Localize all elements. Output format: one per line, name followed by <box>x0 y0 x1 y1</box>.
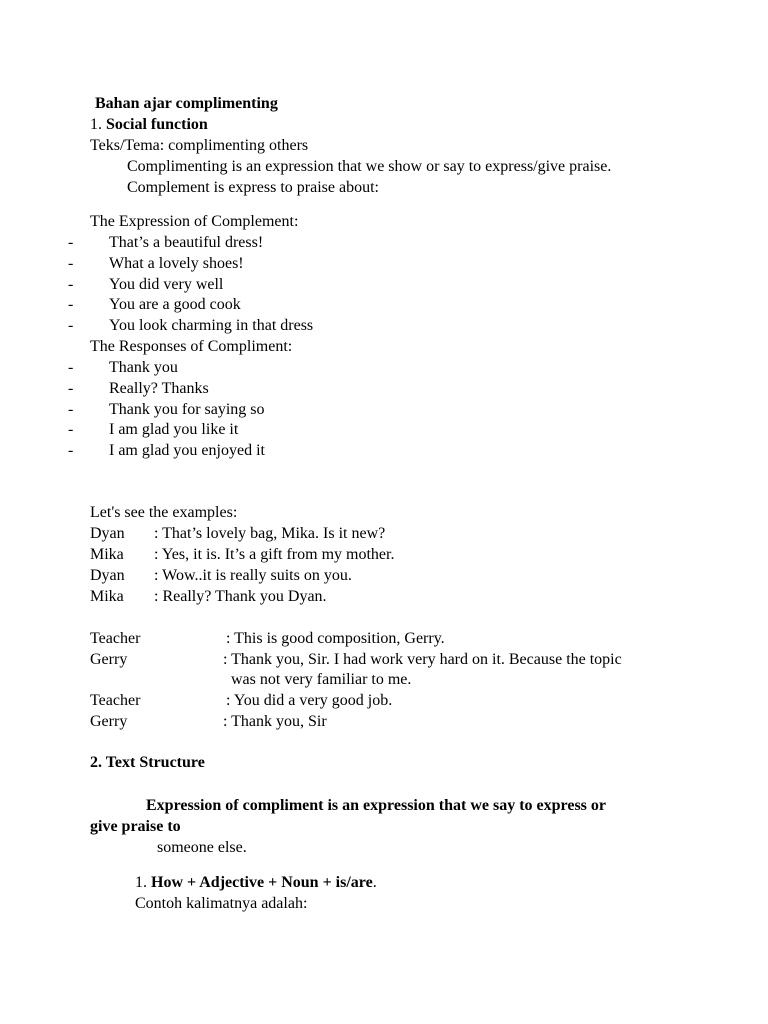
formula-line <box>135 873 377 893</box>
bullet-dash: - <box>68 442 74 460</box>
expressions-heading: The Expression of Complement: <box>90 213 299 230</box>
expression-item: What a lovely shoes! <box>109 254 244 272</box>
teks-tema-line: Teks/Tema: complimenting others <box>90 137 309 154</box>
responses-heading: The Responses of Compliment: <box>90 338 293 355</box>
bullet-dash: - <box>68 379 74 397</box>
definition-line-2: Complement is express to praise about: <box>127 179 379 196</box>
examples-heading: Let's see the examples: <box>90 504 238 521</box>
bullet-dash: - <box>68 296 74 314</box>
bullet-dash: - <box>68 234 74 251</box>
dialog-speaker: Teacher <box>90 692 141 709</box>
section2-heading: 2. Text Structure <box>90 754 205 771</box>
dialog-line: : That’s lovely bag, Mika. Is it new? <box>154 525 386 542</box>
formula-number: 1. <box>135 874 147 891</box>
dialog-speaker: Mika <box>90 546 124 563</box>
dialog-speaker: Gerry <box>90 713 128 730</box>
dialog-line: : Thank you, Sir. I had work very hard on it. Because the topic <box>223 651 622 668</box>
dialog-line-continued: was not very familiar to me. <box>231 671 412 688</box>
document-title: Bahan ajar complimenting <box>95 95 278 112</box>
section1-number: 1. <box>90 116 102 133</box>
example-label: Contoh kalimatnya adalah: <box>135 895 308 912</box>
formula-text: How + Adjective + Noun + is/are <box>151 874 373 891</box>
section1-title: Social function <box>106 116 208 133</box>
section2-paragraph-line-1: Expression of compliment is an expression that we say to express or <box>146 797 606 814</box>
dialog-speaker: Dyan <box>90 525 125 542</box>
bullet-dash: - <box>68 275 74 293</box>
expression-item: You did very well <box>109 275 224 293</box>
bullet-dash: - <box>68 359 74 376</box>
expression-item: That’s a beautiful dress! <box>109 234 264 251</box>
response-item: Really? Thanks <box>109 379 209 397</box>
response-item: I am glad you like it <box>109 421 239 439</box>
formula-period: . <box>372 874 377 891</box>
bullet-dash: - <box>68 421 74 439</box>
dialog-speaker: Gerry <box>90 651 128 668</box>
dialog-line: : You did a very good job. <box>226 692 393 709</box>
bullet-dash: - <box>68 400 74 418</box>
bullet-dash: - <box>68 254 74 272</box>
bullet-dash: - <box>68 317 74 335</box>
section2-paragraph-line-3: someone else. <box>157 839 247 856</box>
section2-paragraph-line-2: give praise to <box>90 818 181 835</box>
response-item: I am glad you enjoyed it <box>109 442 265 460</box>
response-item: Thank you <box>109 359 178 376</box>
expression-item: You look charming in that dress <box>109 317 314 335</box>
dialog-line: : Yes, it is. It’s a gift from my mother. <box>154 546 395 563</box>
definition-line-1: Complimenting is an expression that we show or say to express/give praise. <box>127 158 612 175</box>
dialog-speaker: Dyan <box>90 567 125 584</box>
dialog-line: : Really? Thank you Dyan. <box>154 588 327 605</box>
expression-item: You are a good cook <box>109 296 241 314</box>
section1-heading <box>90 115 208 135</box>
dialog-line: : Thank you, Sir <box>223 713 327 730</box>
dialog-line: : Wow..it is really suits on you. <box>154 567 352 584</box>
dialog-line: : This is good composition, Gerry. <box>226 630 445 647</box>
dialog-speaker: Teacher <box>90 630 141 647</box>
dialog-speaker: Mika <box>90 588 124 605</box>
response-item: Thank you for saying so <box>109 400 265 418</box>
